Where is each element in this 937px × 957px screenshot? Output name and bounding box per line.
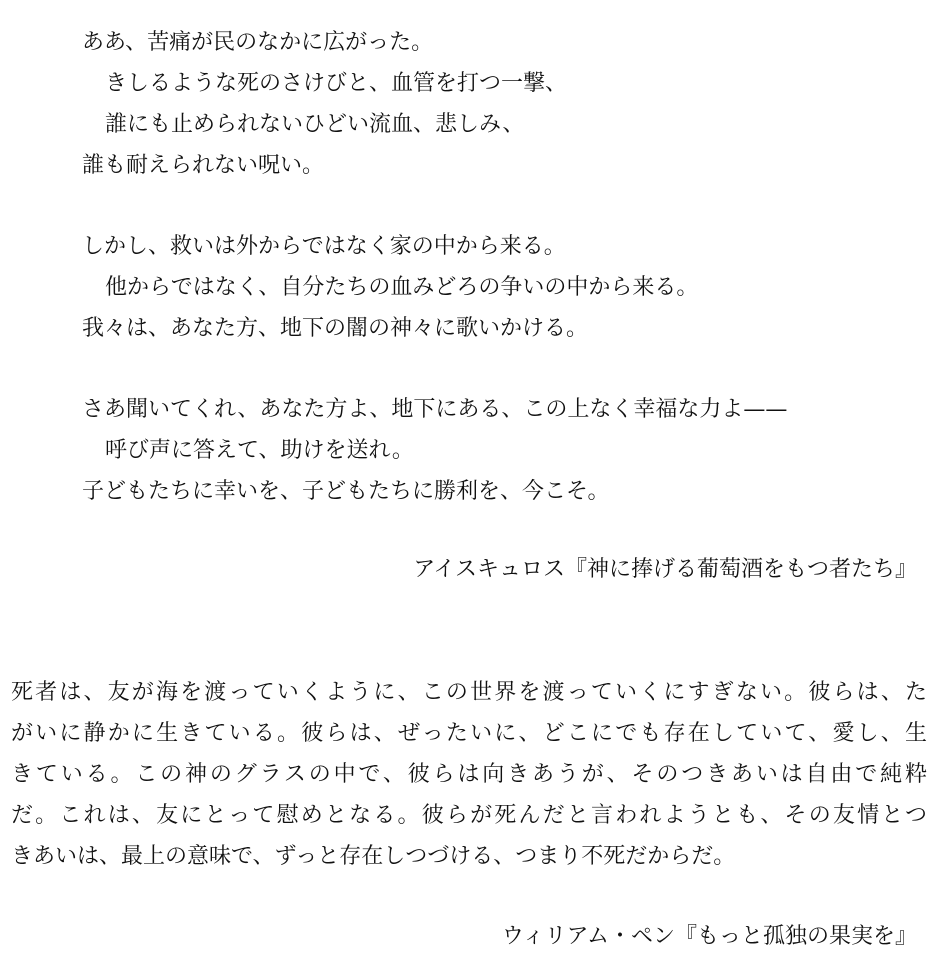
prose-line: だ。これは、友にとって慰めとなる。彼らが死んだと言われようとも、その友情とつ [11, 803, 927, 828]
poem [82, 22, 922, 512]
poem-line: 他からではなく、自分たちの血みどろの争いの中から来る。 [105, 275, 699, 300]
poem-stanza [82, 389, 922, 512]
poem-line: しかし、救いは外からではなく家の中から来る。 [82, 234, 566, 259]
stanza-gap [82, 186, 922, 226]
poem-line: さあ聞いてくれ、あなた方よ、地下にある、この上なく幸福な力よ—— [82, 397, 788, 422]
poem-line: 誰も耐えられない呪い。 [82, 153, 325, 178]
poem-attribution: アイスキュロス『神に捧げる葡萄酒をもつ者たち』 [413, 557, 917, 582]
prose-paragraph [11, 672, 927, 877]
prose-line: がいに静かに生きている。彼らは、ぜったいに、どこにでも存在していて、愛し、生 [11, 721, 927, 746]
poem-stanza [82, 226, 922, 349]
poem-stanza [82, 22, 922, 186]
poem-line: 子どもたちに幸いを、子どもたちに勝利を、今こそ。 [82, 479, 610, 504]
poem-line: 我々は、あなた方、地下の闇の神々に歌いかける。 [82, 316, 589, 341]
poem-line: ああ、苦痛が民のなかに広がった。 [82, 30, 434, 55]
prose-line: 死者は、友が海を渡っていくように、この世界を渡っていくにすぎない。彼らは、た [11, 680, 927, 705]
poem-line: きしるような死のさけびと、血管を打つ一撃、 [105, 71, 568, 96]
prose-line: きあいは、最上の意味で、ずっと存在しつづける、つまり不死だからだ。 [11, 844, 736, 869]
stanza-gap [82, 349, 922, 389]
prose-attribution: ウィリアム・ペン『もっと孤独の果実を』 [501, 924, 917, 949]
poem-line: 誰にも止められないひどい流血、悲しみ、 [105, 112, 525, 137]
poem-line: 呼び声に答えて、助けを送れ。 [105, 438, 414, 463]
prose-line: きている。この神のグラスの中で、彼らは向きあうが、そのつきあいは自由で純粋 [11, 762, 927, 787]
